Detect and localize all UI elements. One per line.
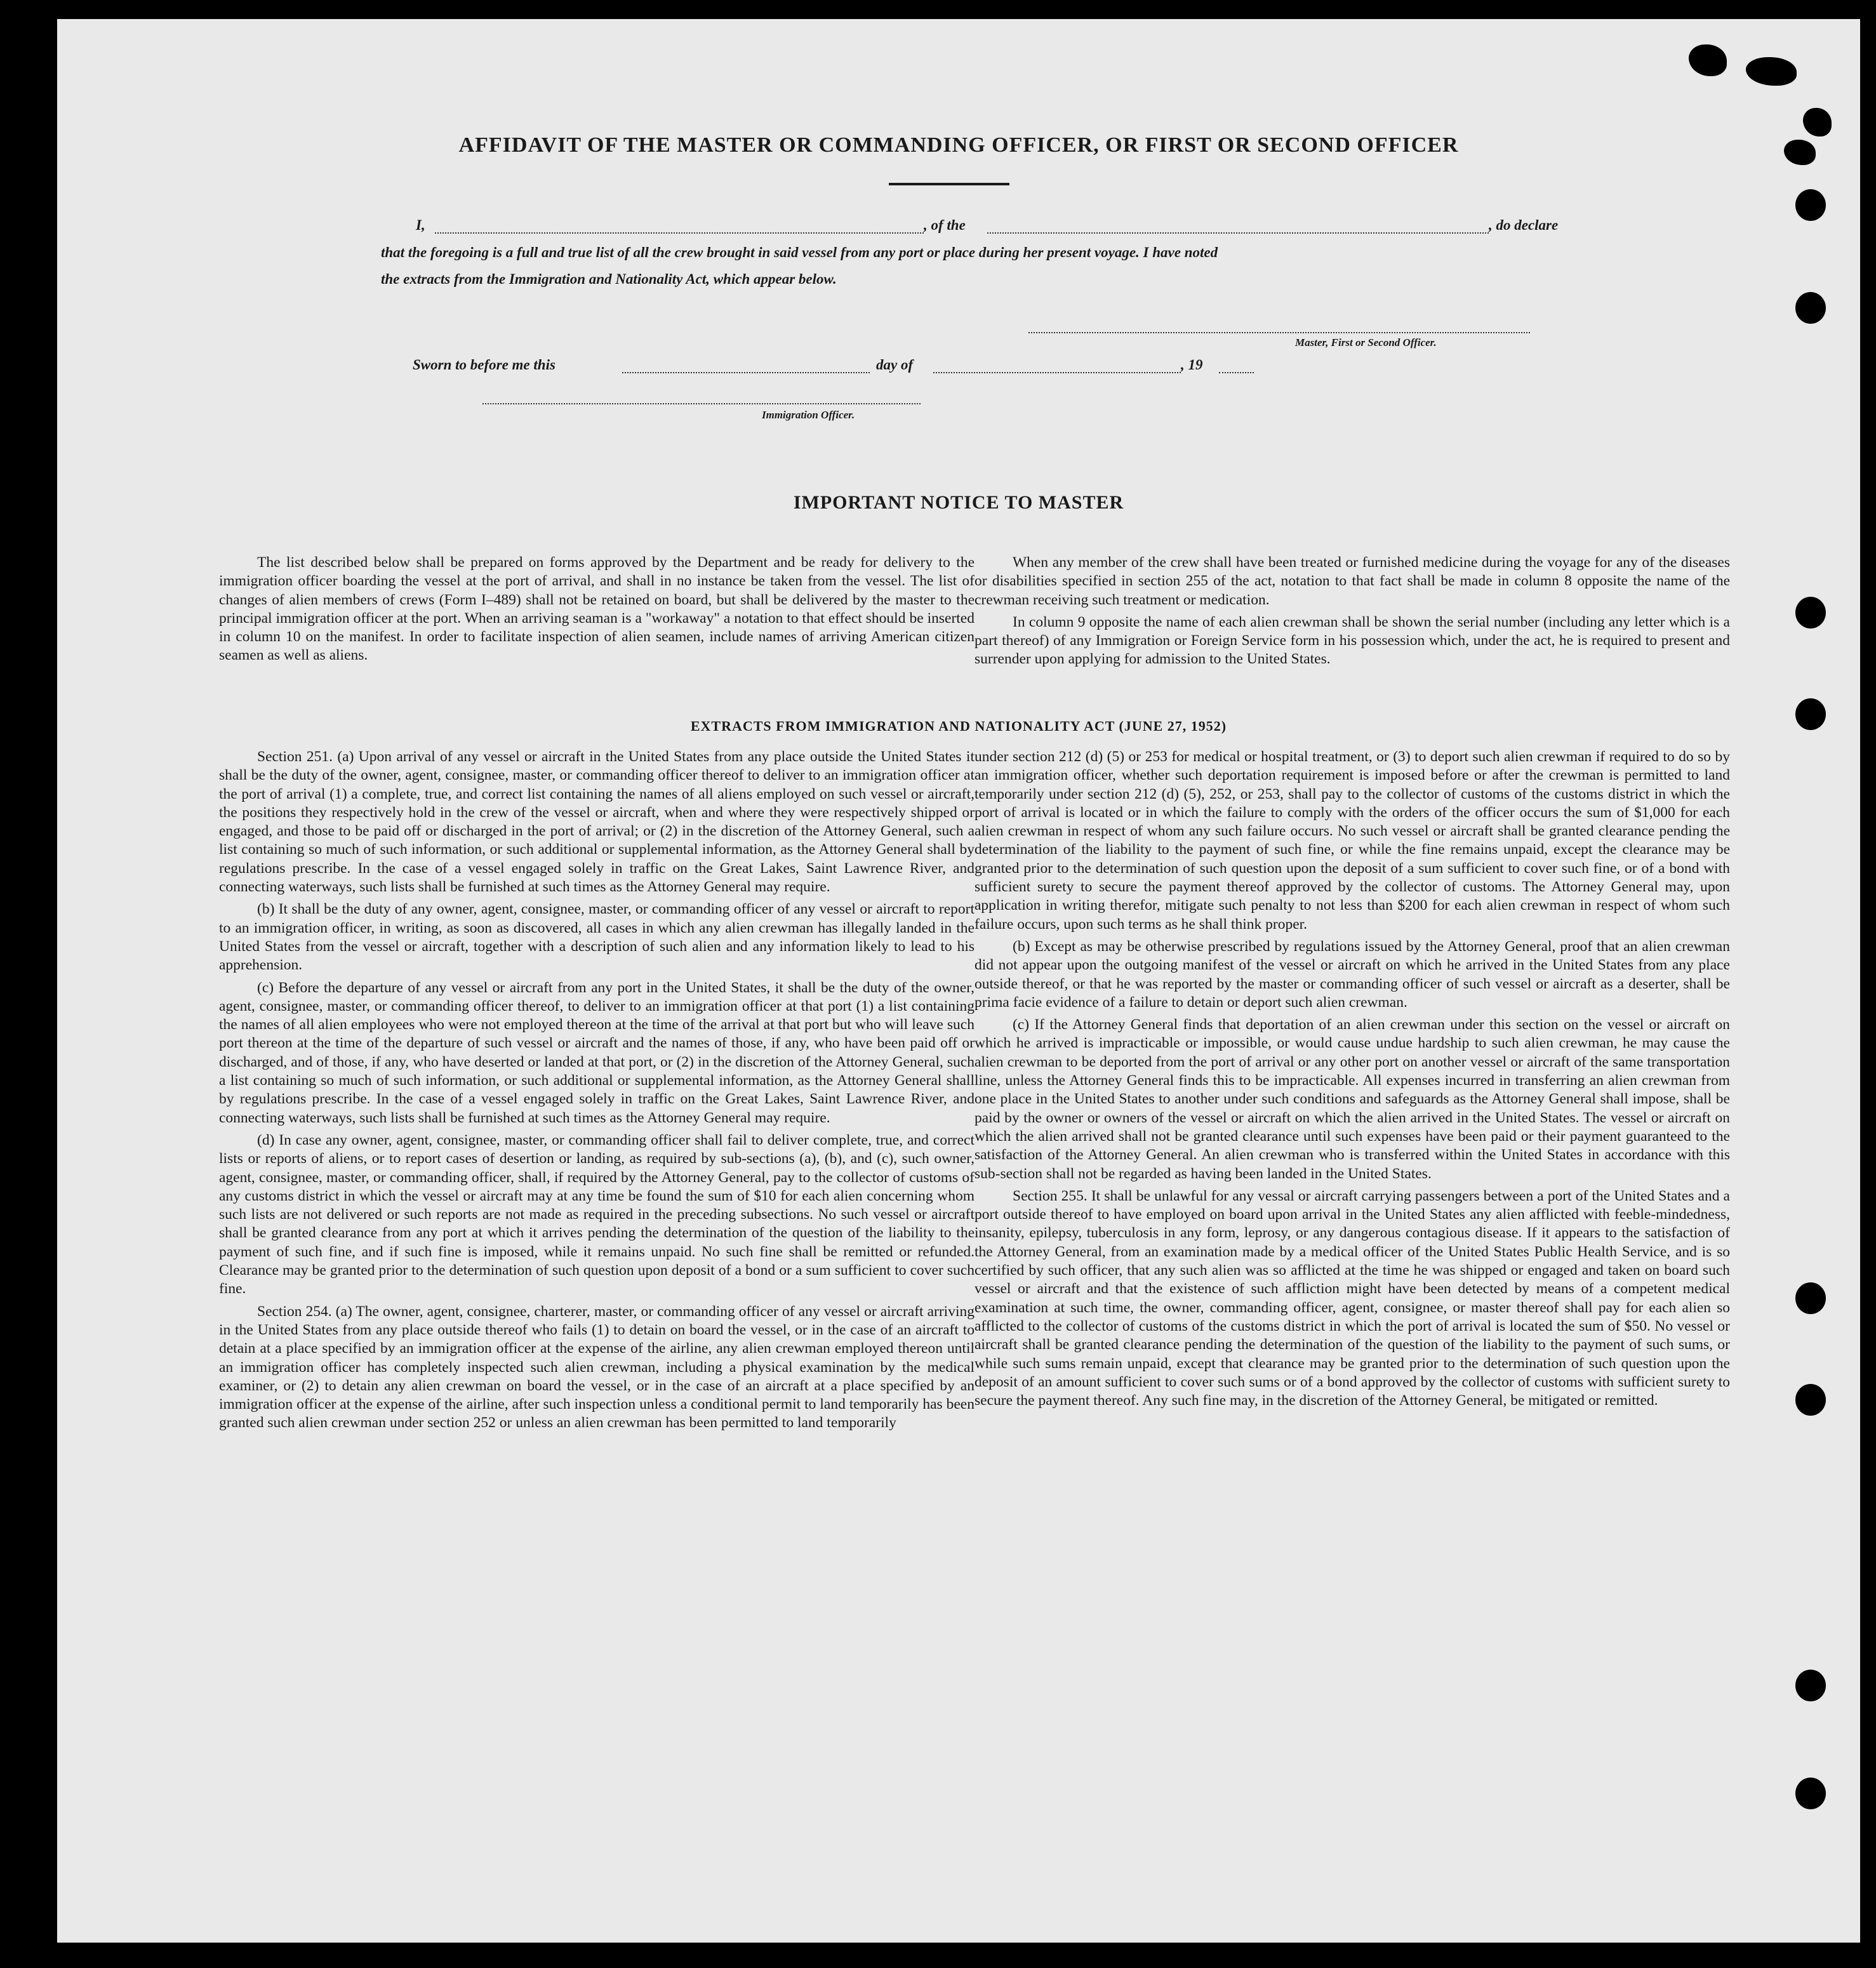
master-signature-label: Master, First or Second Officer. [1295,336,1437,349]
notice-paragraph: When any member of the crew shall have been treated or furnished medicine during the voyage for any of the diseases or disabilities specified in section 255 of the act, notation to that fact shall be made in column 8 opposite the name of the crewman receiving such treatment or medication. [975,554,1730,608]
extract-paragraph: Section 254. (a) The owner, agent, consignee, charterer, master, or commanding officer of any vessel or aircraft arriving in the United States from any place outside thereof who fails (1) to detain on board the vessel, or in the case of an aircraft to detain at a place specified by an immigration officer at the expense of the airline, any alien crewman employed thereon until an immigration officer has completely inspected such alien crewman, including a physical examination by the medical examiner, or (2) to detain any alien crewman on board the vessel, or in the case of an aircraft at a place specified by an immigration officer at the expense of the airline, after such inspection unless a conditional permit to land temporarily has been granted such alien crewman under section 252 or unless an alien crewman has been permitted to land temporarily [219,1303,975,1432]
title-divider [889,183,1009,185]
notice-paragraph: In column 9 opposite the name of each alien crewman shall be shown the serial number (including any letter which is a part thereof) of any Immigration or Foreign Service form in his possession which, under the act, he is required to present and surrender upon applying for admission to the United States. [975,613,1730,668]
punch-hole [1795,1778,1826,1809]
master-signature-line[interactable] [1028,332,1530,333]
extract-paragraph: (c) If the Attorney General finds that deportation of an alien crewman under this section on the vessel or aircraft on which he arrived is impracticable or impossible, or would cause undue hardship to such alien crewman, he may cause the alien crewman to be deported from the port of arrival or any other port on another vessel or aircraft of the same transportation line, unless the Attorney General finds this to be impracticable. All expenses incurred in transferring an alien crewman from one place in the United States to another under such conditions and safeguards as the Attorney General shall impose, shall be paid by the owner or owners of the vessel or aircraft on which the alien arrived in the United States. The vessel or aircraft on which the alien arrived shall not be granted clearance until such expenses have been paid or their payment guaranteed to the satisfaction of the Attorney General. An alien crewman who is transferred within the United States in accordance with this sub-section shall not be regarded as having been landed in the United States. [975,1016,1730,1182]
punch-hole [1795,292,1826,324]
name-field-line[interactable] [435,232,924,234]
extract-paragraph: (b) It shall be the duty of any owner, agent, consignee, master, or commanding officer of any vessel or aircraft to report to an immigration officer, in writing, as soon as discovered, all cases in which any alien crewman has illegally landed in the United States from the vessel or aircraft, together with a description of such alien and any information likely to lead to his apprehension. [219,901,975,974]
declaration-line-1: that the foregoing is a full and true list of all the crew brought in said vessel from any port or place during her present voyage. I have noted [381,244,1218,260]
extract-paragraph: (b) Except as may be otherwise prescribed by regulations issued by the Attorney General, proof that an alien crewman did not appear upon the outgoing manifest of the vessel or aircraft on which he arrived in the United States from any place outside thereof, or that he was reported by the master or commanding officer of such vessel or aircraft as a deserter, shall be prima facie evidence of a failure to detain or deport such alien crewman. [975,938,1730,1011]
affidavit-title: AFFIDAVIT OF THE MASTER OR COMMANDING OFFICER, OR FIRST OR SECOND OFFICER [458,133,1459,157]
extract-paragraph: under section 212 (d) (5) or 253 for medical or hospital treatment, or (3) to deport such alien crewman if required to do so by an immigration officer, whether such deportation requirement is imposed before or after the crewman is permitted to land temporarily under section 212 (d) (5), 252, or 253, shall pay to the collector of customs of the customs district in which the port of arrival is located or in which the failure to comply with the orders of the officer occurs the sum of $1,000 for each alien crewman in respect of whom any such failure occurs. No such vessel or aircraft shall be granted clearance pending the determination of the liability to the payment of such fine, or while the fine remains unpaid, except the clearance may be granted prior to the determination of such question upon the deposit of a sum sufficient to cover such fine, or of a bond with sufficient surety to secure the payment thereof approved by the collector of customs. The Attorney General may, upon application in writing therefor, mitigate such penalty to not less than $200 for each alien crewman in respect of whom such failure occurs, upon such terms as he shall think proper. [975,748,1730,933]
sworn-day-field-line[interactable] [622,372,870,373]
document-page [57,19,1860,1943]
punch-hole [1795,189,1826,221]
declaration-line-2: the extracts from the Immigration and Nationality Act, which appear below. [381,271,837,287]
extracts-title: EXTRACTS FROM IMMIGRATION AND NATIONALITY ACT (JUNE 27, 1952) [690,718,1227,734]
i-label: I, [416,217,425,233]
punch-hole [1795,1282,1826,1314]
vessel-field-line[interactable] [987,232,1489,234]
extract-paragraph: (d) In case any owner, agent, consignee, master, or commanding officer shall fail to deliver complete, true, and correct lists or reports of aliens, or to report cases of desertion or landing, as required by sub-sections (a), (b), and (c), such owner, agent, consignee, master, or commanding officer, shall, if required by the Attorney General, pay to the collector of customs of any customs district in which the vessel or aircraft may at any time be found the sum of $10 for each alien concerning whom such lists are not delivered or such reports are not made as required in the preceding subsections. No such vessel or aircraft shall be granted clearance from any port at which it arrives pending the determination of the question of the liability to the payment of such fine, and if such fine is imposed, while it remains unpaid. No such fine shall be remitted or refunded. Clearance may be granted prior to the determination of such question upon deposit of a bond or a sum sufficient to cover such fine. [219,1131,975,1298]
month-field-line[interactable] [933,372,1181,373]
year-field-line[interactable] [1219,372,1254,373]
notice-right-column [975,554,1730,673]
sworn-label: Sworn to before me this [413,357,555,373]
extract-paragraph: Section 251. (a) Upon arrival of any vessel or aircraft in the United States from any place outside the United States it shall be the duty of the owner, agent, consignee, master, or commanding officer thereof to deliver to an immigration officer at the port of arrival (1) a complete, true, and correct list containing the names of all aliens employed on such vessel or aircraft, the positions they respectively hold in the crew of the vessel or aircraft, when and where they were respectively shipped or engaged, and those to be paid off or discharged in the port of arrival; or (2) in the discretion of the Attorney General, such a list containing so much of such information, or such additional or supplemental information, as the Attorney General shall by regulations prescribe. In the case of a vessel engaged solely in traffic on the Great Lakes, Saint Lawrence River, and connecting waterways, such lists shall be furnished at such times as the Attorney General may require. [219,748,975,896]
officer-signature-label: Immigration Officer. [762,409,855,421]
do-declare-label: , do declare [1489,217,1559,233]
ink-blot [1689,44,1727,76]
day-of-label: day of [876,357,914,373]
ink-blot [1803,108,1832,136]
ink-blot [1746,57,1797,86]
punch-hole [1795,1384,1826,1416]
extract-paragraph: (c) Before the departure of any vessel or aircraft from any port in the United States, it shall be the duty of the owner, agent, consignee, master, or commanding officer thereof, to deliver to an immigration officer at that port (1) a list containing the names of all alien employees who were not employed thereon at the time of the arrival at that port but who will leave such port thereon at the time of the departure of such vessel or aircraft and the names of those, if any, who have been paid off or discharged, and of those, if any, who have deserted or landed at that port, or (2) in the discretion of the Attorney General, such a list containing so much of such information, or such additional or supplemental information, as the Attorney General shall by regulations prescribe. In the case of a vessel engaged solely in traffic on the Great Lakes, Saint Lawrence River, and connecting waterways, such lists shall be furnished at such times as the Attorney General may require. [219,979,975,1126]
extract-paragraph: Section 255. It shall be unlawful for any vessal or aircraft carrying passengers between a port of the United States and a port outside thereof to have employed on board upon arrival in the United States any alien afflicted with feeble-mindedness, insanity, epilepsy, tuberculosis in any form, leprosy, or any dangerous contagious disease. If it appears to the satisfaction of the Attorney General, from an examination made by a medical officer of the United States Public Health Service, and is so certified by such officer, that any such alien was so afflicted at the time he was shipped or engaged and taken on board such vessel or aircraft and that the existence of such affliction might have been detected by means of a competent medical examination at such time, the owner, commanding officer, agent, consignee, or master thereof shall pay for each alien so afflicted to the collector of customs of the customs district in which the port of arrival is located the sum of $50. No vessel or aircraft shall be granted clearance pending the determination of the question of the liability to the payment of such sums, or while such sums remain unpaid, except that clearance may be granted prior to the determination of such question upon the deposit of an amount sufficient to cover such sums or of a bond approved by the collector of customs with sufficient surety to secure the payment thereof. Any such fine may, in the discretion of the Attorney General, be mitigated or remitted. [975,1187,1730,1409]
officer-signature-line[interactable] [482,403,921,404]
extracts-left-column [219,748,975,1437]
notice-paragraph: The list described below shall be prepared on forms approved by the Department and be ready for delivery to the immigration officer boarding the vessel at the port of arrival, and shall in no instance be taken from the vessel. The list of changes of alien members of crews (Form I–489) shall not be retained on board, but shall be delivered by the master to the principal immigration officer at the port. When an arriving seaman is a "workaway" a notation to that effect should be inserted in column 10 on the manifest. In order to facilitate inspection of alien seamen, include names of arriving American citizen seamen as well as aliens. [219,554,975,664]
notice-left-column [219,554,975,669]
punch-hole [1795,597,1826,628]
year-prefix-label: , 19 [1181,357,1203,373]
extracts-right-column [975,748,1730,1414]
notice-title: IMPORTANT NOTICE TO MASTER [793,492,1124,513]
of-the-label: , of the [924,217,966,233]
punch-hole [1795,1670,1826,1701]
